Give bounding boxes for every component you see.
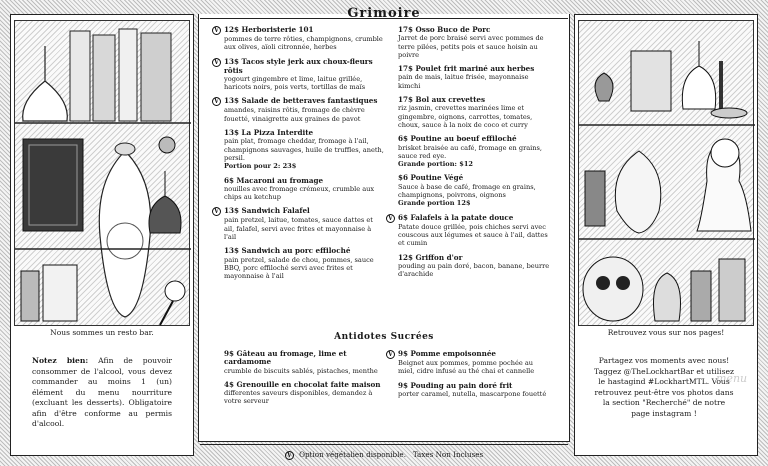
desserts-title: Antidotes Sucrées bbox=[334, 332, 434, 342]
dessert-item: V 9$ Pomme empoisonnée Beignet aux pommes, pomme pochée au miel, cidre infusé au thé chai et cannelle bbox=[398, 350, 550, 376]
menu-item: 6$ Macaroni au fromage nouilles avec fromage crémeux, crumble aux chips au ketchup bbox=[224, 175, 375, 202]
left-caption: Nous sommes un resto bar. bbox=[50, 328, 154, 337]
menu-item: 6$ Poutine au boeuf effiloché brisket braisée au café, fromage en grains, sauce red eye. Grande portion: $12 bbox=[398, 134, 542, 169]
menu-item: V 13$ Salade de betteraves fantastiques amandes, raisins rôtis, fromage de chèvre fouetté, vinaigrette aux graines de pavot bbox=[224, 97, 384, 123]
right-caption: Retrouvez vous sur nos pages! bbox=[607, 328, 725, 337]
notice-label: Notez bien: bbox=[32, 356, 89, 365]
dessert-item: 9$ Pouding au pain doré frit porter caramel, nutella, mascarpone fouetté bbox=[398, 380, 547, 398]
vegetarian-legend-icon: V bbox=[285, 451, 294, 460]
desserts-column-left bbox=[224, 350, 384, 412]
menu-title: Grimoire bbox=[347, 6, 421, 21]
curiosities-illustration bbox=[579, 21, 755, 327]
menu-column-right bbox=[388, 25, 550, 284]
menu-item: V 13$ Sandwich Falafel pain pretzel, laitue, tomates, sauce dattes et ail, falafel, servi avec frites et mayonnaise à l'ail bbox=[224, 207, 384, 241]
alcohol-notice bbox=[32, 356, 172, 430]
social-note: Partagez vos moments avec nous! Taggez @TheLockhartBar et utilisez le hastagind #LockhartMTL. Vous retrouvez peut-être vos photos dans la section "Recherché" de notre page instagram ! bbox=[594, 356, 734, 418]
menu-item: 17$ Osso Buco de Porc Jarret de porc braisé servi avec pommes de terre pilées, petits pois et sauce hoisin au poivre bbox=[398, 25, 544, 59]
vegetarian-icon: V bbox=[212, 58, 221, 67]
menu-item: $6 Poutine Végé Sauce à base de café, fromage en grains, champignons, poivrons, oignons Grande portion 12$ bbox=[398, 173, 536, 208]
menu-column-left bbox=[214, 25, 384, 287]
menu-item: 17$ Bol aux crevettes riz jasmin, crevettes marinées lime et gingembre, oignons, carrottes, tomates, choux, sauce à la noix de coco et curry bbox=[398, 95, 533, 129]
notice-text: Afin de pouvoir consommer de l'alcool, vous devez commander au moins 1 (un) élément du menu nourriture (excluant les desserts). Obligatoire afin d'être conforme au permis d'alcool. bbox=[32, 356, 172, 428]
menu-title-bar bbox=[200, 2, 568, 19]
illustration-apothecary-bottles-books bbox=[14, 20, 190, 326]
dessert-item: 9$ Gâteau au fromage, lime et cardamome crumble de biscuits sablés, pistaches, menthe bbox=[224, 349, 378, 375]
vegetarian-icon: V bbox=[212, 26, 221, 35]
menu-item: 13$ La Pizza Interdite pain plat, fromage cheddar, fromage à l'ail, champignons sauvages, huile de truffles, aneth, persil. Portion pour 2: 23$ bbox=[224, 128, 384, 171]
footer-text: Option végétalien disponible. Taxes Non Incluses bbox=[299, 450, 484, 459]
apothecary-illustration bbox=[15, 21, 191, 327]
watermark: menu bbox=[716, 372, 748, 385]
vegetarian-icon: V bbox=[386, 214, 395, 223]
dessert-item: 4$ Grenouille en chocolat faite maison differentes saveurs disponibles, demandez à votre serveur bbox=[224, 379, 381, 406]
vegetarian-icon: V bbox=[386, 350, 395, 359]
desserts-column-right bbox=[388, 349, 550, 404]
illustration-curiosities bbox=[578, 20, 754, 326]
menu-item: V 6$ Falafels à la patate douce Patate douce grillée, pois chiches servi avec couscous aux légumes et sauce à l'ail, dattes et cumin bbox=[398, 214, 550, 248]
menu-item: V 12$ Herboristerie 101 pommes de terre rôties, champignons, crumble aux olives, aïoli citronnée, herbes bbox=[224, 26, 384, 52]
menu-footer bbox=[200, 444, 568, 464]
menu-item: V 13$ Tacos style jerk aux choux-fleurs rôtis yogourt gingembre et lime, laitue grillée, haricots noirs, pois verts, tortillas de maïs bbox=[224, 58, 384, 92]
menu-item: 13$ Sandwich au porc effiloché pain pretzel, salade de chou, pommes, sauce BBQ, porc effiloché servi avec frites et mayonnaise à l'ail bbox=[224, 246, 374, 281]
vegetarian-icon: V bbox=[212, 207, 221, 216]
menu-item: 17$ Poulet frit mariné aux herbes pain de mais, laitue frisée, mayonnaise kimchi bbox=[398, 64, 535, 90]
vegetarian-icon: V bbox=[212, 97, 221, 106]
menu-item: 12$ Griffon d'or pouding au pain doré, bacon, banane, beurre d'arachide bbox=[398, 252, 550, 279]
